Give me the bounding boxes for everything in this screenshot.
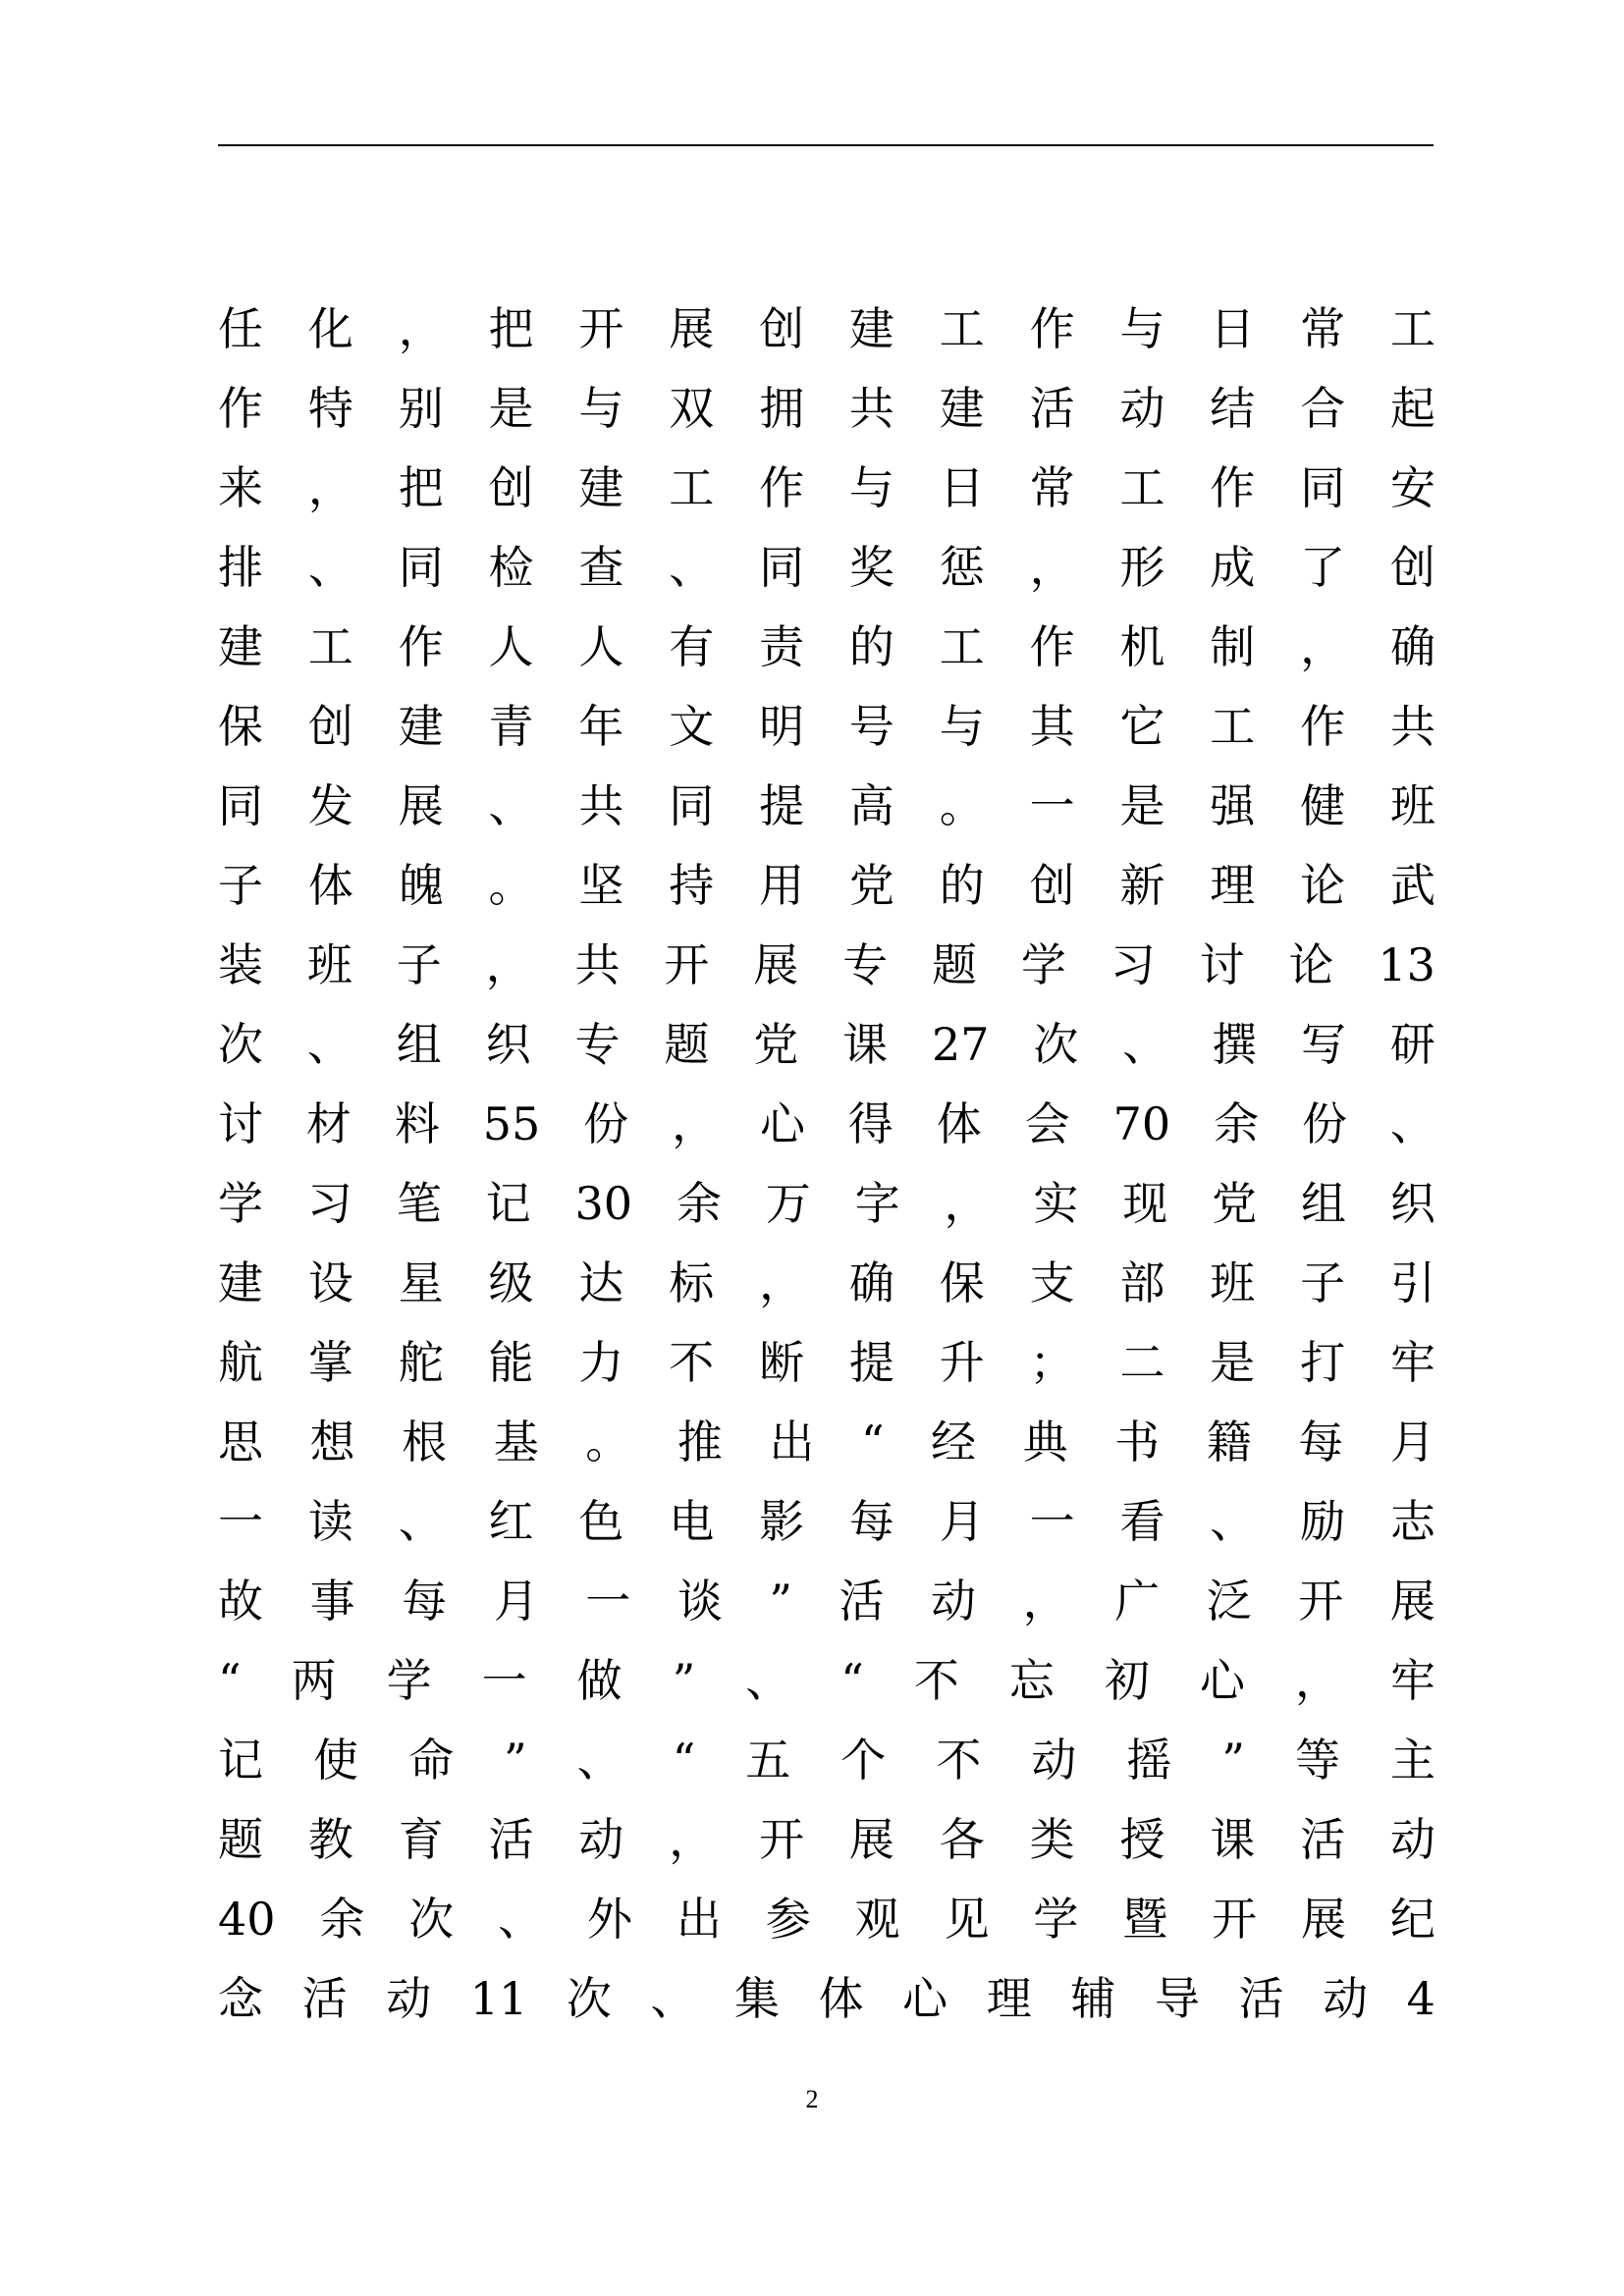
text-line: 题 教 育 活 动 ， 开 展 各 类 授 课 活 动 [218, 1813, 1435, 1866]
text-line: 一 读 、 红 色 电 影 每 月 一 看 、 励 志 [218, 1495, 1435, 1548]
text-line: 同 发 展 、 共 同 提 高 。 一 是 强 健 班 [218, 779, 1435, 832]
text-line: 排 、 同 检 查 、 同 奖 惩 ， 形 成 了 创 [218, 541, 1435, 594]
text-line: 学 习 笔 记 30 余 万 字 ， 实 现 党 组 织 [218, 1177, 1435, 1230]
text-line: 保 创 建 青 年 文 明 号 与 其 它 工 作 共 [218, 700, 1435, 753]
text-line: 念 活 动 11 次 、 集 体 心 理 辅 导 活 动 4 [218, 1972, 1435, 2025]
text-line: 次 、 组 织 专 题 党 课 27 次 、 撰 写 研 [218, 1018, 1435, 1071]
text-line: 记 使 命 ” 、 “ 五 个 不 动 摇 ” 等 主 [218, 1734, 1435, 1787]
text-line: 建 工 作 人 人 有 责 的 工 作 机 制 ， 确 [218, 620, 1435, 673]
text-line: 建 设 星 级 达 标 ， 确 保 支 部 班 子 引 [218, 1256, 1435, 1309]
text-line: 思 想 根 基 。 推 出 “ 经 典 书 籍 每 月 [218, 1415, 1435, 1468]
text-line: 来 ， 把 创 建 工 作 与 日 常 工 作 同 安 [218, 461, 1435, 514]
body-text [218, 290, 1435, 2039]
text-line: 航 掌 舵 能 力 不 断 提 升 ； 二 是 打 牢 [218, 1336, 1435, 1389]
text-line: 子 体 魄 。 坚 持 用 党 的 创 新 理 论 武 [218, 859, 1435, 912]
text-line: 故 事 每 月 一 谈 ” 活 动 ， 广 泛 开 展 [218, 1575, 1435, 1628]
text-line: 40 余 次 、 外 出 参 观 见 学 暨 开 展 纪 [218, 1893, 1435, 1946]
text-line: “ 两 学 一 做 ” 、 “ 不 忘 初 心 ， 牢 [218, 1654, 1435, 1707]
header-rule [218, 144, 1434, 146]
text-line: 作 特 别 是 与 双 拥 共 建 活 动 结 合 起 [218, 382, 1435, 435]
text-line: 任 化 ， 把 开 展 创 建 工 作 与 日 常 工 [218, 302, 1435, 355]
text-line: 讨 材 料 55 份 ， 心 得 体 会 70 余 份 、 [218, 1097, 1435, 1150]
page-number: 2 [805, 2085, 819, 2113]
text-line: 装 班 子 ， 共 开 展 专 题 学 习 讨 论 13 [218, 938, 1435, 991]
